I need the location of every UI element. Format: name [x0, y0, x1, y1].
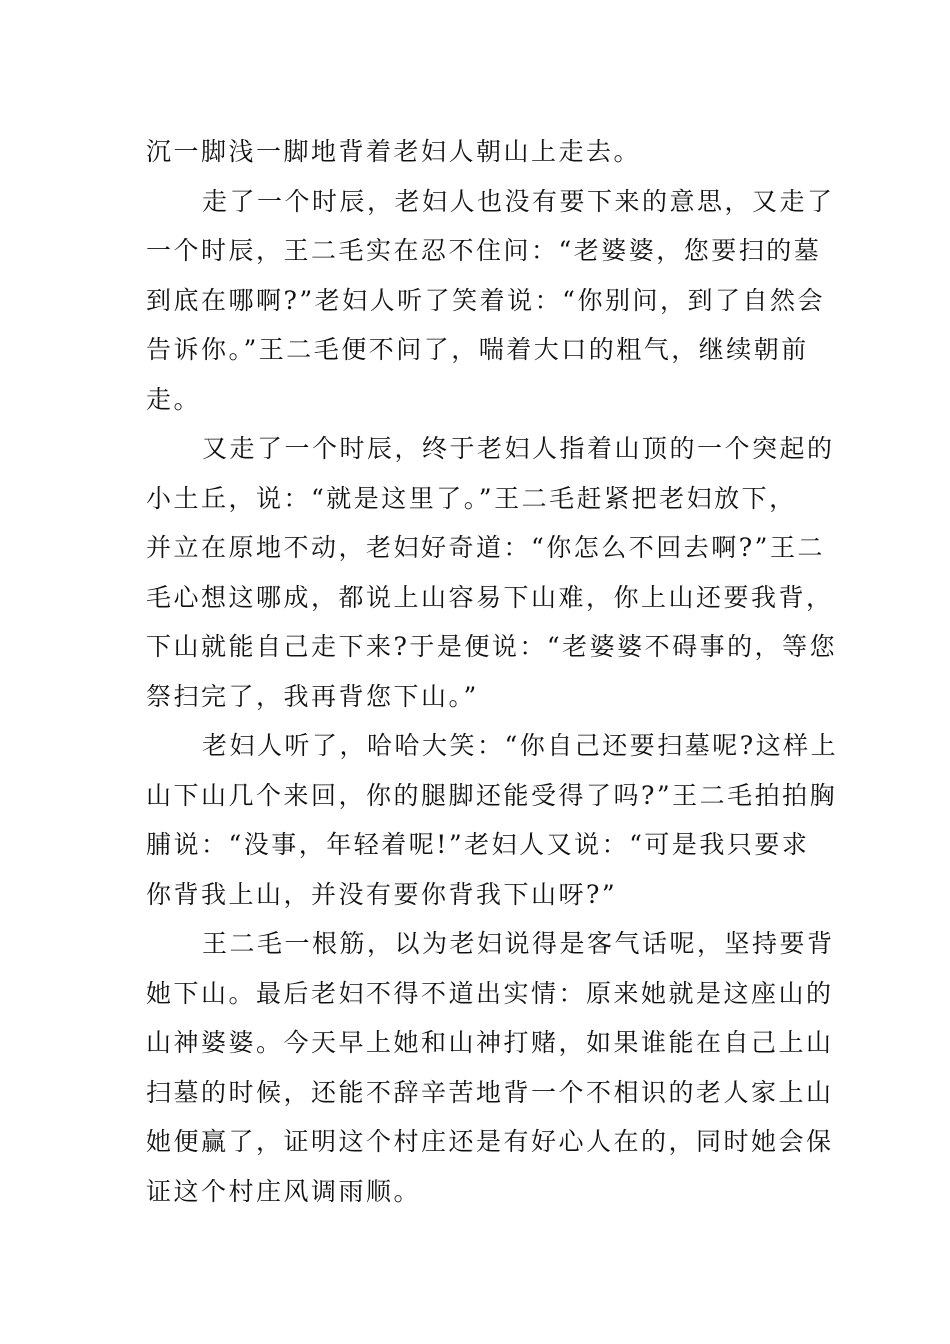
text-line: 下山就能自己走下来?于是便说：“老婆婆不碍事的，等您: [146, 632, 838, 661]
paragraph-first-line: 老妇人听了，哈哈大笑：“你自己还要扫墓呢?这样上: [202, 731, 839, 760]
text-line: 她便赢了，证明这个村庄还是有好心人在的，同时她会保: [146, 1127, 834, 1156]
text-line: 一个时辰，王二毛实在忍不住问：“老婆婆，您要扫的墓: [146, 236, 822, 265]
text-line: 山神婆婆。今天早上她和山神打赌，如果谁能在自己上山: [146, 1028, 834, 1057]
text-line: 扫墓的时候，还能不辞辛苦地背一个不相识的老人家上山: [146, 1077, 834, 1107]
text-line: 并立在原地不动，老妇好奇道：“你怎么不回去啊?”王二: [146, 533, 825, 562]
paragraph-first-line: 王二毛一根筋，以为老妇说得是客气话呢，坚持要背: [202, 929, 835, 958]
text-line: 沉一脚浅一脚地背着老妇人朝山上走去。: [146, 137, 642, 166]
text-line: 她下山。最后老妇不得不道出实情：原来她就是这座山的: [146, 978, 834, 1008]
text-line: 你背我上山，并没有要你背我下山呀?”: [146, 879, 618, 909]
text-line: 毛心想这哪成，都说上山容易下山难，你上山还要我背，: [146, 582, 834, 612]
text-line: 告诉你。”王二毛便不问了，喘着大口的粗气，继续朝前: [146, 335, 809, 364]
text-line: 脯说：“没事，年轻着呢!”老妇人又说：“可是我只要求: [146, 830, 810, 859]
paragraph-first-line: 又走了一个时辰，终于老妇人指着山顶的一个突起的: [202, 434, 835, 463]
text-line: 走。: [146, 384, 202, 414]
paragraph-first-line: 走了一个时辰，老妇人也没有要下来的意思，又走了: [202, 186, 835, 216]
text-line: 山下山几个来回，你的腿脚还能受得了吗?”王二毛拍拍胸: [146, 780, 838, 810]
text-line: 证这个村庄风调雨顺。: [146, 1176, 422, 1206]
text-line: 小土丘，说：“就是这里了。”王二毛赶紧把老妇放下，: [146, 483, 797, 513]
story-text: [146, 127, 839, 1216]
text-line: 到底在哪啊?”老妇人听了笑着说：“你别问，到了自然会: [146, 285, 825, 315]
text-line: 祭扫完了，我再背您下山。”: [146, 681, 479, 711]
